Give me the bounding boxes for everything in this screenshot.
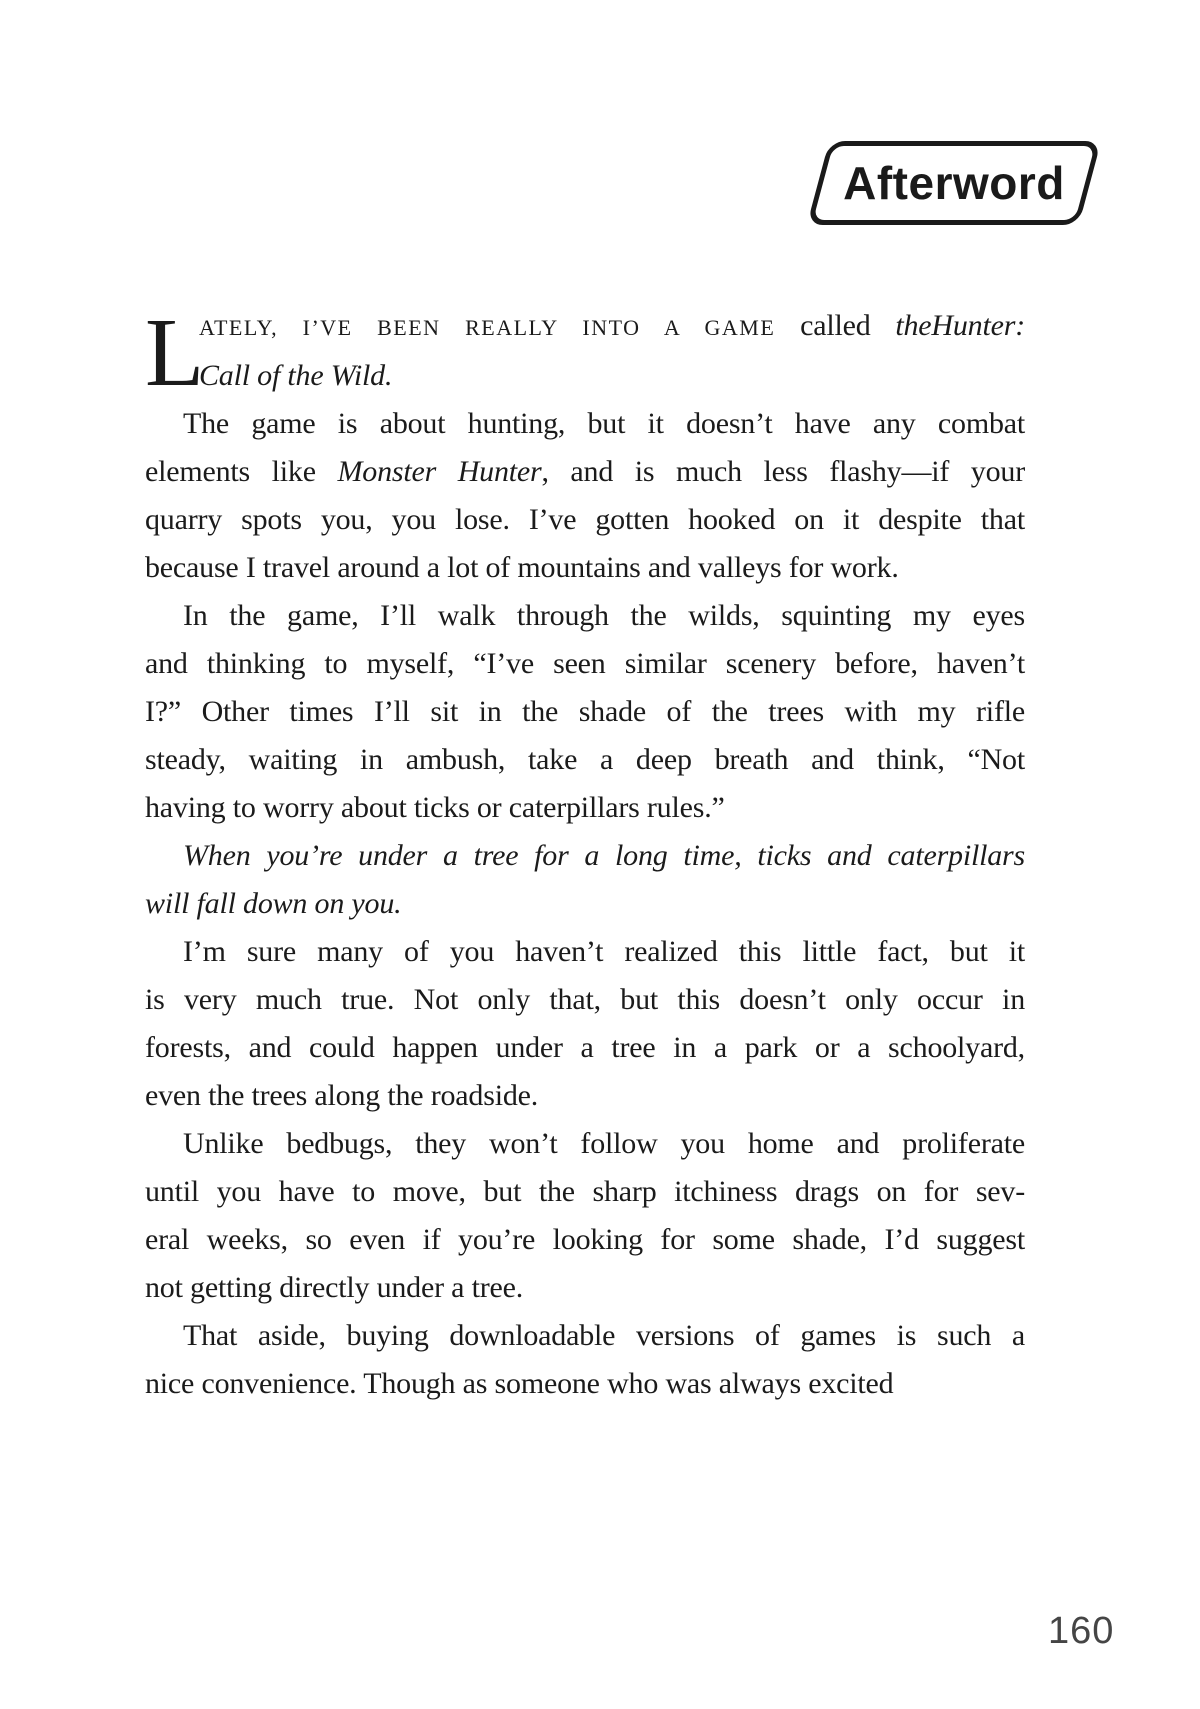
text-segment: forests, and could happen under a tree in a park or a schoolyard, (145, 1031, 1025, 1064)
text-segment: quarry spots you, you lose. I’ve gotten hooked on it despite that (145, 503, 1025, 536)
text-segment: Unlike bedbugs, they won’t follow you home and proliferate (183, 1127, 1025, 1160)
paragraph (145, 1120, 1025, 1312)
text-segment: even the trees along the roadside. (145, 1079, 539, 1112)
text-line (145, 1120, 1025, 1168)
text-segment: elements like (145, 455, 338, 488)
afterword-badge (818, 141, 1090, 225)
paragraph (145, 299, 1025, 406)
text-line (145, 592, 1025, 640)
text-line (145, 688, 1025, 736)
paragraph (145, 928, 1025, 1120)
text-line (145, 1264, 1025, 1312)
text-segment: called (775, 309, 896, 342)
text-segment: The game is about hunting, but it doesn’t have any combat (183, 407, 1025, 440)
text-line (145, 1360, 1025, 1408)
text-segment: In the game, I’ll walk through the wilds, squinting my eyes (183, 599, 1025, 632)
text-segment: Monster Hunter (337, 455, 542, 488)
text-segment: ATELY, I’VE BEEN REALLY INTO A GAME (199, 315, 776, 340)
text-segment: That aside, buying downloadable versions of games is such a (183, 1319, 1025, 1352)
text-segment: until you have to move, but the sharp itchiness drags on for sev- (145, 1175, 1025, 1208)
text-segment: because I travel around a lot of mountains and valleys for work. (145, 551, 899, 584)
text-segment: and thinking to myself, “I’ve seen similar scenery before, haven’t (145, 647, 1025, 680)
text-segment: When you’re under a tree for a long time, ticks and caterpillars (183, 839, 1025, 872)
text-line (145, 1168, 1025, 1216)
text-segment: steady, waiting in ambush, take a deep breath and think, “Not (145, 743, 1025, 776)
text-line (145, 496, 1025, 544)
text-block (145, 299, 1025, 1408)
paragraph (145, 592, 1025, 832)
text-line (145, 784, 1025, 832)
paragraph (145, 1312, 1025, 1408)
text-segment: , and is much less flashy—if your (541, 455, 1025, 488)
text-line (145, 976, 1025, 1024)
text-line (145, 1312, 1025, 1360)
text-line (145, 640, 1025, 688)
text-segment: theHunter: (895, 309, 1025, 342)
text-segment: will fall down on you. (145, 887, 402, 920)
paragraph (145, 832, 1025, 928)
text-line (145, 302, 1025, 352)
text-line (145, 1024, 1025, 1072)
text-line (145, 736, 1025, 784)
page-number: 160 (1048, 1610, 1115, 1652)
text-line (145, 880, 1025, 928)
text-segment: having to worry about ticks or caterpillars rules.” (145, 791, 725, 824)
text-line (145, 832, 1025, 880)
text-segment: I?” Other times I’ll sit in the shade of the trees with my rifle (145, 695, 1025, 728)
text-segment: is very much true. Not only that, but this doesn’t only occur in (145, 983, 1025, 1016)
afterword-badge-label: Afterword (843, 157, 1065, 209)
text-segment: Call of the Wild. (199, 359, 393, 392)
text-line (145, 400, 1025, 448)
text-line (145, 352, 1025, 400)
text-segment: I’m sure many of you haven’t realized this little fact, but it (183, 935, 1025, 968)
text-line (145, 448, 1025, 496)
text-segment: eral weeks, so even if you’re looking for some shade, I’d suggest (145, 1223, 1025, 1256)
text-segment: not getting directly under a tree. (145, 1271, 524, 1304)
text-line (145, 544, 1025, 592)
text-line (145, 1072, 1025, 1120)
text-segment: nice convenience. Though as someone who was always excited (145, 1367, 894, 1400)
text-line (145, 928, 1025, 976)
text-line (145, 1216, 1025, 1264)
paragraph (145, 400, 1025, 592)
drop-cap: L (145, 299, 205, 406)
